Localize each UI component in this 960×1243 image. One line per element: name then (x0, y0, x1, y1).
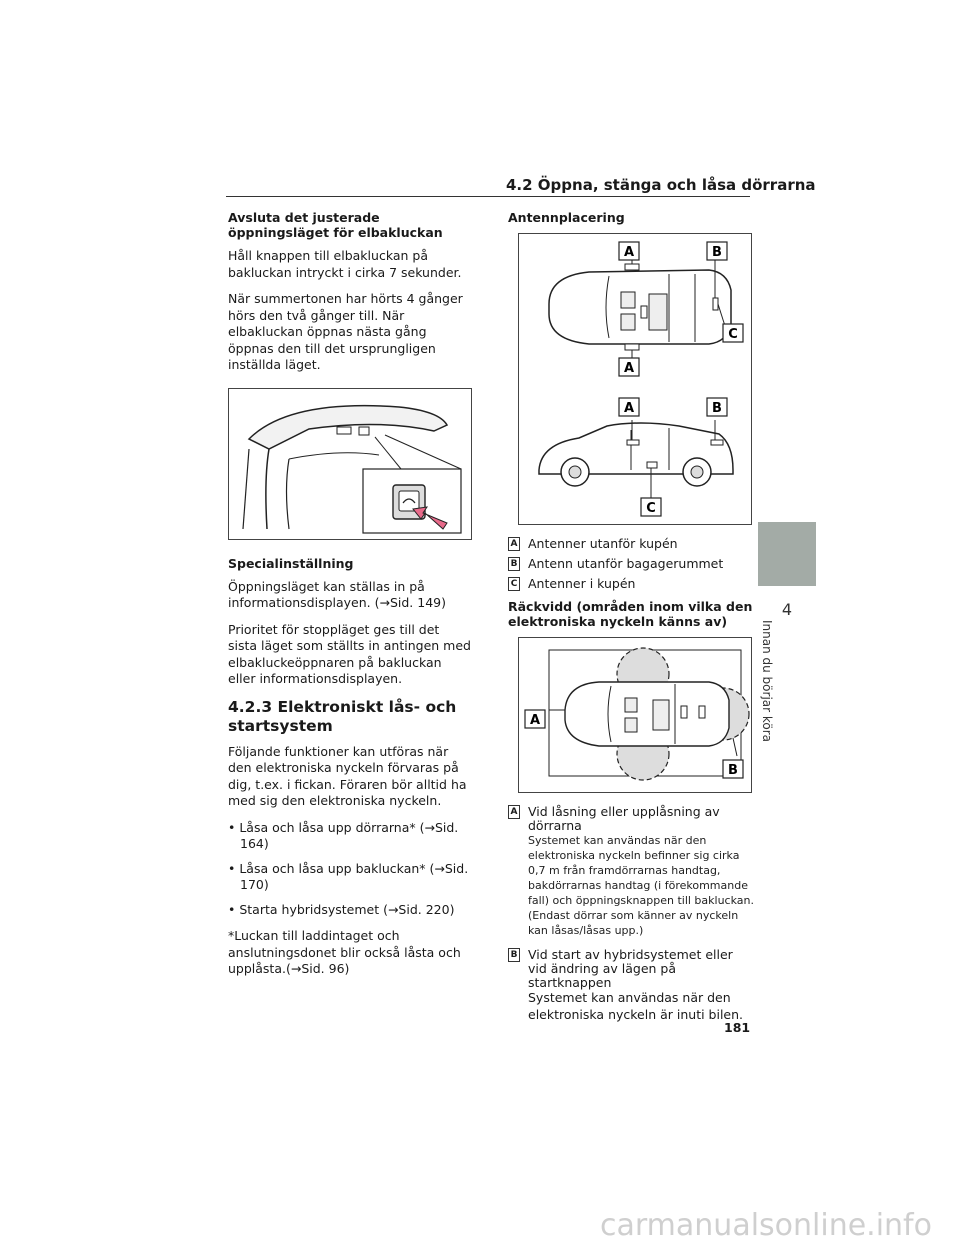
heading-special-setting: Specialinställning (228, 555, 354, 571)
range-a-body (528, 805, 754, 938)
bullet-lock-doors: • Låsa och låsa upp dörrarna* (→Sid. 164) (228, 819, 459, 851)
range-figure (518, 637, 752, 793)
footnote: *Luckan till laddintaget och anslutningsdonet blir också låsta och upplåsta.(→Sid. 96) (228, 928, 461, 976)
watermark: carmanualsonline.info (600, 1208, 932, 1243)
antenna-label-c-side: C (646, 501, 656, 516)
antenna-diagram (519, 234, 751, 524)
legend-b-marker: B (508, 557, 520, 571)
antenna-label-b-side: B (712, 401, 722, 416)
legend-b-text: Antenn utanför bagagerummet (528, 556, 724, 571)
paragraph-priority: Prioritet för stoppläget ges till det sista läget som ställts in antingen med elbakluckeöppnaren på bakluckan eller informationsdisplayen. (228, 621, 471, 686)
header-divider (226, 196, 750, 197)
tailgate-illustration (229, 389, 471, 539)
range-b-title: Vid start av hybridsystemet eller vid ändring av lägen på startknappen (528, 947, 733, 990)
antenna-label-a-top: A (623, 245, 635, 260)
legend-a-text: Antenner utanför kupén (528, 536, 678, 551)
antenna-label-c-top: C (728, 327, 738, 342)
heading-antenna-location: Antennplacering (508, 210, 625, 225)
chapter-number: 4 (781, 600, 793, 619)
range-label-b: B (728, 763, 738, 778)
paragraph-display-setting: Öppningsläget kan ställas in på informationsdisplayen. (→Sid. 149) (228, 578, 446, 610)
heading-detection-range: Räckvidd (områden inom vilka den elektroniska nyckeln känns av) (508, 599, 753, 629)
page-number: 181 (724, 1020, 751, 1035)
range-b-marker: B (508, 948, 520, 962)
range-b-body (528, 948, 754, 1023)
antenna-figure (518, 233, 752, 525)
left-column (228, 210, 472, 988)
chapter-title-container (760, 620, 784, 743)
legend-c-text: Antenner i kupén (528, 576, 636, 591)
paragraph-buzzer: När summertonen har hörts 4 gånger hörs den två gånger till. När elbakluckan öppnas nästa gång öppnas den till det ursprungligen inställda läget. (228, 291, 463, 372)
right-column (508, 210, 754, 1029)
paragraph-hold-button: Håll knappen till elbakluckan på bakluckan intryckt i cirka 7 sekunder. (228, 248, 462, 280)
antenna-label-b-top: B (712, 245, 722, 260)
range-a-title: Vid låsning eller upplåsning av dörrarna (528, 804, 720, 833)
heading-reset-opening: Avsluta det justerade öppningsläget för elbakluckan (228, 210, 443, 240)
range-diagram (519, 638, 751, 792)
legend-c (508, 577, 754, 591)
tailgate-figure (228, 388, 472, 540)
chapter-title: Innan du börjar köra (760, 620, 774, 743)
range-b-text: Systemet kan användas när den elektroniska nyckeln är inuti bilen. (528, 990, 744, 1022)
range-a-marker: A (508, 805, 520, 819)
range-b (508, 948, 754, 1023)
range-a (508, 805, 754, 938)
legend-b (508, 557, 754, 571)
range-label-a: A (529, 713, 541, 728)
chapter-tab (758, 522, 816, 586)
bullet-start-hybrid: • Starta hybridsystemet (→Sid. 220) (228, 901, 455, 917)
paragraph-smart-key-intro: Följande funktioner kan utföras när den elektroniska nyckeln förvaras på dig, t.ex. i fickan. Föraren bör alltid ha med sig den elektroniska nyckeln. (228, 743, 467, 808)
legend-a-marker: A (508, 537, 520, 551)
antenna-label-a-side: A (623, 401, 635, 416)
range-a-text: Systemet kan användas när den elektroniska nyckeln befinner sig cirka 0,7 m från framdörrarnas handtag, bakdörrarnas handtag (i förekommande fall) och öppningsknappen till bakluckan. (Endast dörrar som känner av nyckeln kan låsas/låsas upp.) (528, 834, 754, 937)
legend-a (508, 537, 754, 551)
legend-c-marker: C (508, 577, 520, 591)
antenna-label-a-bottom: A (623, 361, 635, 376)
section-title-smart-key: 4.2.3 Elektroniskt lås- och startsystem (228, 697, 457, 735)
section-header: 4.2 Öppna, stänga och låsa dörrarna (506, 176, 816, 194)
bullet-lock-tailgate: • Låsa och låsa upp bakluckan* (→Sid. 170) (228, 860, 469, 892)
